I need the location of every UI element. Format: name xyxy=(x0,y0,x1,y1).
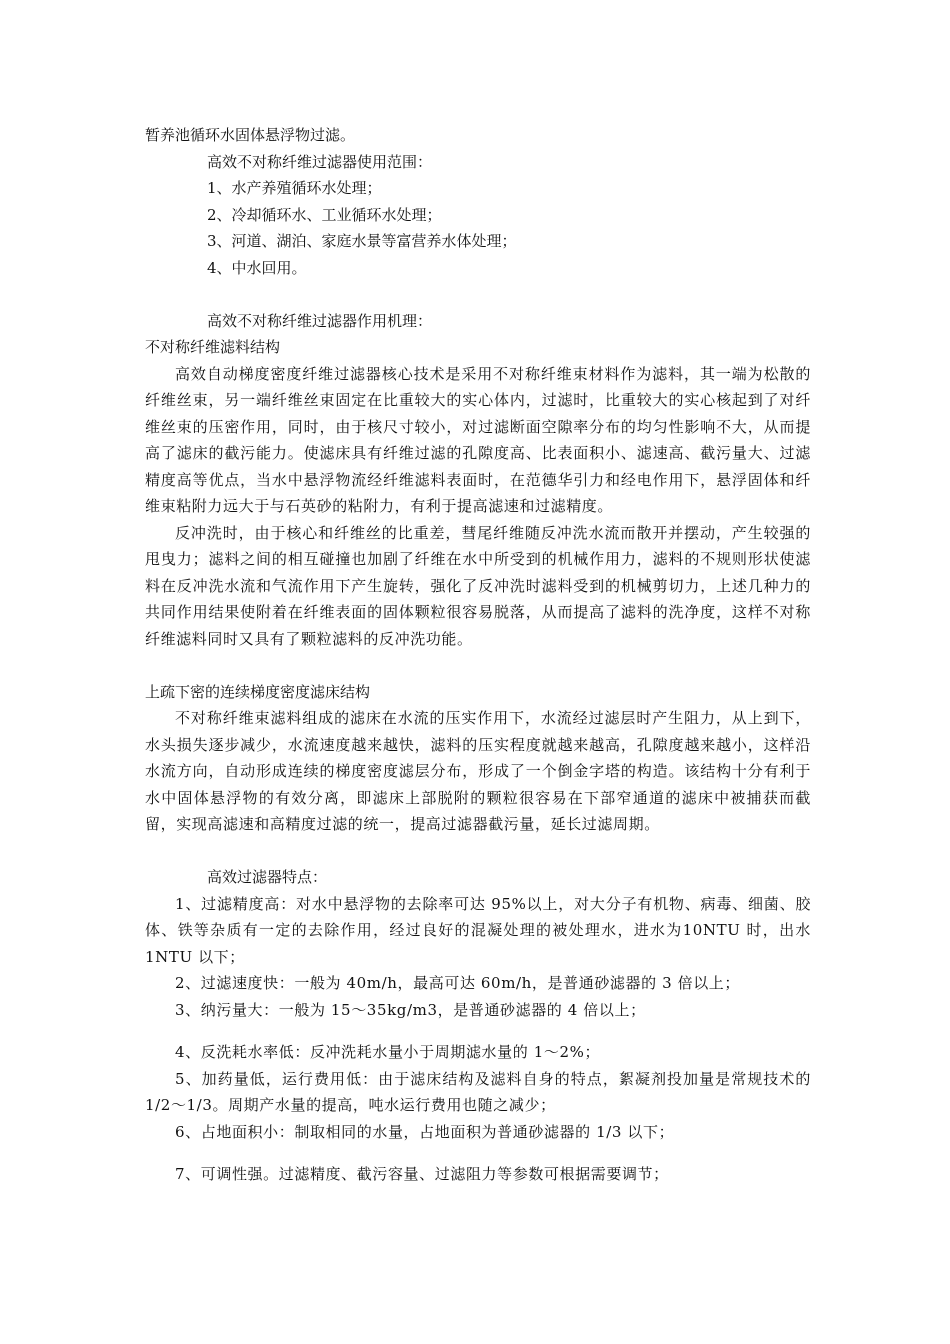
scope-item: 2、冷却循环水、工业循环水处理； xyxy=(207,205,442,224)
document-page xyxy=(145,122,811,1188)
feature-item: 5、加药量低，运行费用低：由于滤床结构及滤料自身的特点，絮凝剂投加量是常规技术的 1/2～1/3。周期产水量的提高，吨水运行费用也随之减少； xyxy=(145,1069,811,1114)
spacer xyxy=(145,652,811,679)
mechanism-title: 高效不对称纤维过滤器作用机理： xyxy=(207,311,433,330)
feature-item: 1、过滤精度高：对水中悬浮物的去除率可达 95%以上，对大分子有机物、病毒、细菌、胶体、铁等杂质有一定的去除作用，经过良好的混凝处理的被处理水，进水为10NTU 时，出水 1NTU 以下； xyxy=(145,894,811,966)
bed-title: 上疏下密的连续梯度密度滤床结构 xyxy=(145,682,371,701)
feature-item: 6、占地面积小：制取相同的水量，占地面积为普通砂滤器的 1/3 以下； xyxy=(175,1122,675,1141)
feature-item: 3、纳污量大：一般为 15～35kg/m3，是普通砂滤器的 4 倍以上； xyxy=(175,1000,646,1019)
spacer xyxy=(145,1145,811,1161)
structure-paragraph-2: 反冲洗时，由于核心和纤维丝的比重差，彗尾纤维随反冲洗水流而散开并摆动，产生较强的甩曳力；滤料之间的相互碰撞也加剧了纤维在水中所受到的机械作用力，滤料的不规则形状使滤料在反冲洗水流和气流作用下产生旋转，强化了反冲洗时滤料受到的机械剪切力，上述几种力的共同作用结果使附着在纤维表面的固体颗粒很容易脱落，从而提高了滤料的洗净度，这样不对称纤维滤料同时又具有了颗粒滤料的反冲洗功能。 xyxy=(145,523,811,648)
structure-title: 不对称纤维滤料结构 xyxy=(145,338,281,356)
scope-title: 高效不对称纤维过滤器使用范围： xyxy=(207,152,433,171)
spacer xyxy=(145,1023,811,1039)
feature-item: 4、反洗耗水率低：反冲洗耗水量小于周期滤水量的 1～2%； xyxy=(175,1043,601,1061)
spacer xyxy=(145,838,811,865)
structure-paragraph-1: 高效自动梯度密度纤维过滤器核心技术是采用不对称纤维束材料作为滤料，其一端为松散的纤维丝束，另一端纤维丝束固定在比重较大的实心体内，过滤时，比重较大的实心核起到了对纤维丝束的压密作用，同时，由于核尺寸较小，对过滤断面空隙率分布的均匀性影响不大，从而提高了滤床的截污能力。使滤床具有纤维过滤的孔隙度高、比表面积小、滤速高、截污量大、过滤精度高等优点，当水中悬浮物流经纤维滤料表面时，在范德华引力和经电作用下，悬浮固体和纤维束粘附力远大于与石英砂的粘附力，有利于提高滤速和过滤精度。 xyxy=(145,364,811,515)
features-title: 高效过滤器特点： xyxy=(207,868,328,886)
intro-line: 暂养池循环水固体悬浮物过滤。 xyxy=(145,126,356,144)
scope-item: 1、水产养殖循环水处理； xyxy=(207,179,382,197)
spacer xyxy=(145,281,811,308)
feature-item: 2、过滤速度快：一般为 40m/h，最高可达 60m/h，是普通砂滤器的 3 倍以上； xyxy=(175,974,741,992)
scope-item: 4、中水回用。 xyxy=(207,258,307,277)
scope-item: 3、河道、湖泊、家庭水景等富营养水体处理； xyxy=(207,232,517,250)
feature-item: 7、可调性强。过滤精度、截污容量、过滤阻力等参数可根据需要调节； xyxy=(175,1165,669,1183)
bed-paragraph: 不对称纤维束滤料组成的滤床在水流的压实作用下，水流经过滤层时产生阻力，从上到下，水头损失逐步减少，水流速度越来越快，滤料的压实程度就越来越高，孔隙度越来越小，这样沿水流方向，自动形成连续的梯度密度滤层分布，形成了一个倒金字塔的构造。该结构十分有利于水中固体悬浮物的有效分离，即滤床上部脱附的颗粒很容易在下部窄通道的滤床中被捕获而截留，实现高滤速和高精度过滤的统一，提高过滤器截污量，延长过滤周期。 xyxy=(145,709,811,833)
